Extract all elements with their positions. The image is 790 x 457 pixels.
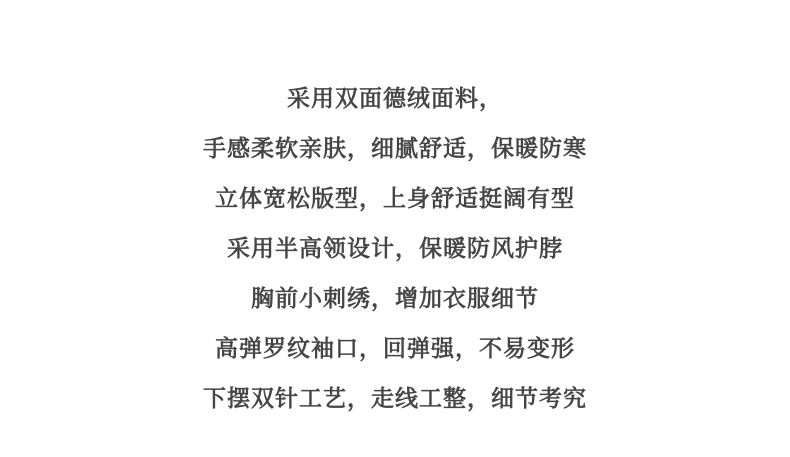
description-line-fabric: 采用双面德绒面料， (287, 86, 503, 112)
description-line-collar: 采用半高领设计，保暖防风护脖 (227, 236, 563, 262)
description-line-feel: 手感柔软亲肤，细腻舒适，保暖防寒 (203, 136, 587, 162)
description-line-embroidery: 胸前小刺绣，增加衣服细节 (251, 286, 539, 312)
description-line-fit: 立体宽松版型，上身舒适挺阔有型 (215, 186, 575, 212)
description-line-hem: 下摆双针工艺，走线工整，细节考究 (203, 386, 587, 412)
description-line-cuff: 高弹罗纹袖口，回弹强，不易变形 (215, 336, 575, 362)
